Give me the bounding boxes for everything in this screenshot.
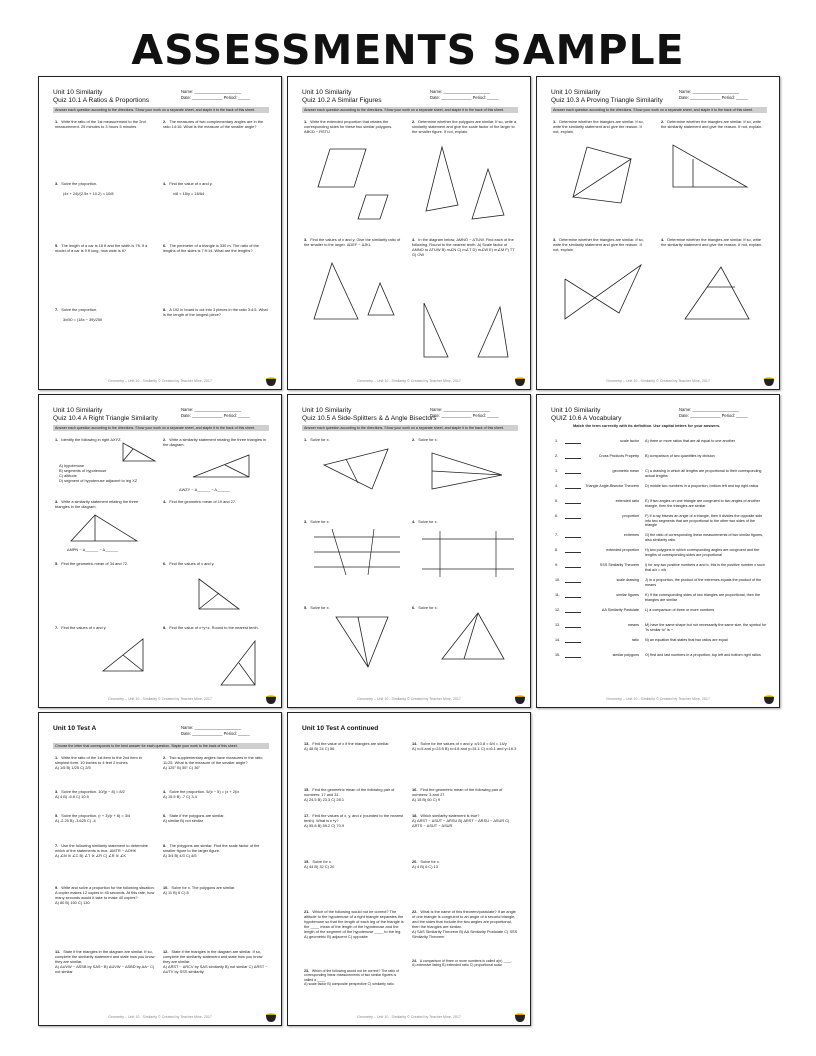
problem: 5. Solve for x. bbox=[304, 605, 330, 610]
vocab-row: 7. extremes G) the ratio of corresponding linear measurements of two similar figures, also similarity ratio bbox=[555, 533, 764, 542]
problem: 1. Write the ratio of the 1st measurement to the 2nd measurement. 25 minutes to 3 hours 5 minutes bbox=[55, 119, 146, 129]
pot-of-gold-icon bbox=[514, 1012, 526, 1022]
vocab-instruction: Match the term correctly with its definition. Use capital letters for your answers. bbox=[573, 423, 721, 428]
sheet-quiz-10-1 bbox=[38, 76, 282, 390]
name-field[interactable]: Name: ____________________ bbox=[181, 407, 242, 412]
problem: 6. State if the polygons are similar. A) similar B) not similar bbox=[163, 813, 225, 823]
problem: 3. Write a similarity statement relating the three triangles in the diagram. bbox=[55, 499, 139, 509]
bowtie-triangles-figure bbox=[561, 139, 651, 209]
problem: 4. Determine whether the triangles are similar. If so, write the similarity statement and give the reason. If not, explain. bbox=[661, 237, 763, 247]
sheet-quiz-title: QUIZ 10.6 A Vocabulary bbox=[551, 415, 622, 422]
problem: 5. The length of a car is 18 ft and the width is 7ft. If a model of a car is 9 ft long, how wide is it? bbox=[55, 243, 148, 253]
sheet-unit: Unit 10 Similarity bbox=[551, 407, 601, 414]
name-field[interactable]: Name: ____________________ bbox=[430, 407, 491, 412]
parallel-lines-figure bbox=[312, 527, 402, 577]
sheet-test-a bbox=[38, 712, 282, 1026]
problem: 4. In the diagram below, ΔMNO ~ ΔTUW. Find each of the following. Round to the nearest tenth. A) Scale factor of ΔMNO to ΔTUW B) m∠N C) m∠T D) m∠W E) m∠M F) TT G) OW bbox=[412, 237, 515, 257]
options-list: A) hypotenuse B) segments of hypotenuse C) altitude D) segment of hypotenuse adjacent to leg XZ bbox=[59, 463, 138, 483]
problem: 1. Solve for x. bbox=[304, 437, 330, 442]
instruction-bar: Answer each question according to the directions. Show your work on a separate sheet, and staple it to the back of this sheet. bbox=[551, 107, 767, 113]
footer: Geometry – Unit 10 - Similarity © Created by Teacher Mine, 2017 bbox=[357, 697, 461, 701]
problem: 3. Solve for x. bbox=[304, 519, 330, 524]
answer-blank[interactable] bbox=[565, 503, 581, 504]
answer-blank[interactable] bbox=[565, 642, 581, 643]
sheet-unit: Unit 10 Similarity bbox=[551, 89, 601, 96]
footer: Geometry – Unit 10 - Similarity © Created by Teacher Mine, 2017 bbox=[108, 379, 212, 383]
problem: 11. State if the triangles in the diagram are similar. If so, complete the similarity statement and state how you know they are similar. A) ΔUVW ~ ΔSSB by SAS~ B) ΔUVW ~ ΔSBD by AA~ C) not similar bbox=[55, 949, 155, 974]
problem: 8. Find the value of x+y+z. Round to the nearest tenth. bbox=[163, 625, 259, 630]
problem: 4. Find the value of x and y. bbox=[163, 181, 213, 186]
problem: 4. Find the geometric mean of 19 and 27. bbox=[163, 499, 237, 504]
problem: 17. Find the values of x, y, and z (rounded to the nearest tenth). What is x+y? A) 55.8 B) 59.2 C) 70.9 bbox=[304, 813, 404, 828]
problem: 22. What is the name of this theorem/postulate? If an angle of one triangle is congruent to an angle of a second triangle, and the sides that include the two angles are proportional, then the triangles are similar. A) SAS Similarity Theorem B) AA Similarity Postulate C) SSS Similarity Theorem bbox=[412, 909, 518, 939]
angle-bisector-figure bbox=[428, 445, 508, 495]
vocab-row: 11. similar figures K) If the corresponding sides of two triangles are proportional, then the triangles are similar bbox=[555, 593, 760, 602]
problem: 6. Find the values of x and y. bbox=[163, 561, 215, 566]
problem: 6. The perimeter of a triangle is 330 m. The ratio of the lengths of the sides is 7:9:14. What are the lengths? bbox=[163, 243, 259, 253]
date-field[interactable]: Date: _____________ Period: _____ bbox=[181, 413, 250, 418]
problem: 19. Solve for x. A) 44 B) 32 C) 20 bbox=[304, 859, 335, 869]
right-triangles-figure bbox=[667, 139, 767, 199]
problem: 5. Find the geometric mean of 34 and 72. bbox=[55, 561, 129, 566]
triangle-bisector-figure bbox=[438, 609, 508, 669]
name-field[interactable]: Name: ____________________ bbox=[430, 89, 491, 94]
right-triangle-xy-figure bbox=[189, 573, 249, 613]
answer-blank[interactable] bbox=[565, 657, 581, 658]
instruction-bar: Answer each question according to the directions. Show your work on a separate sheet, and staple it to the back of this sheet. bbox=[302, 425, 518, 431]
triangle-mno-tuw-figure bbox=[418, 297, 518, 363]
problem bbox=[412, 993, 518, 997]
problem: 7. Solve the proportion. bbox=[55, 307, 98, 312]
problem bbox=[304, 947, 404, 951]
vocab-row: 4. Triangle Angle-Bisector Theorem D) middle two numbers in a proportion, bottom left and top right ratios bbox=[555, 484, 759, 488]
problem: 2. The measures of two complementary angles are in the ratio 14:16. What is the measure of the smaller angle? bbox=[163, 119, 264, 129]
sheet-unit: Unit 10 Similarity bbox=[53, 89, 103, 96]
pot-of-gold-icon bbox=[763, 376, 775, 386]
problem: 8. The polygons are similar. Find the scale factor of the smaller figure to the larger figure. A) 3/4 B) 4/3 C) 4/5 bbox=[163, 843, 260, 858]
triangle-mpn-figure bbox=[65, 511, 145, 545]
vocab-list bbox=[551, 439, 769, 668]
problem: 5. Solve the proportion. (r + 3)/(r + 6) = 3/4 A) -2.25 B) -3.625 C) -4 bbox=[55, 813, 131, 823]
instruction-bar: Choose the letter that corresponds to the best answer for each question. Staple your work to the back of this sheet. bbox=[53, 743, 269, 749]
date-field[interactable]: Date: _____________ Period: _____ bbox=[181, 95, 250, 100]
sheet-test-a-continued bbox=[287, 712, 531, 1026]
sheet-unit: Unit 10 Similarity bbox=[53, 407, 103, 414]
footer: Geometry – Unit 10 - Similarity © Created by Teacher Mine, 2017 bbox=[108, 1015, 212, 1019]
answer-blank[interactable] bbox=[565, 537, 581, 538]
problem: 1. Identify the following in right ΔXYZ. bbox=[55, 437, 122, 442]
problem: 7. Use the following similarity statement to determine which of the statements is true. ΔMTR ~ ΔOHK A) ∠M ≅ ∠C B) ∠T ≅ ∠R C) ∠R ≅ ∠K bbox=[55, 843, 148, 858]
problem: 15. Find the geometric mean of the following pair of numbers: 17 and 31. A) 24.5 B) 23.3 C) 28.1 bbox=[304, 787, 395, 802]
sheet-unit: Unit 10 Test A continued bbox=[302, 725, 379, 732]
equation: 3x/50 = (18x − 39)/250 bbox=[63, 317, 103, 322]
instruction-bar: Answer each question according to the directions. Show your work on a separate sheet, and staple it to the back of this sheet. bbox=[53, 107, 269, 113]
side-splitter-figure bbox=[318, 443, 398, 493]
name-field[interactable]: Name: ____________________ bbox=[181, 725, 242, 730]
sheet-quiz-10-2 bbox=[287, 76, 531, 390]
answer-blank[interactable] bbox=[565, 567, 581, 568]
answer-blank[interactable] bbox=[565, 582, 581, 583]
problem: 14. Solve for the values of x and y. x/10.8 = 6/4 = 14/y A) x=5 and y=23.5 B) x=4.8 and y=31.1 C) x=6.1 and y=16.3 bbox=[412, 741, 517, 751]
vocab-row: 5. extended ratio E) If two angles on one triangle are congruent to two angles of another triangle, then the triangles are similar bbox=[555, 499, 761, 508]
problem: 2. Two supplementary angles have measures in the ratio 11:25. What is the measure of the smaller angle? A) 125° B) 55° C) 36° bbox=[163, 755, 263, 770]
sheet-quiz-10-4 bbox=[38, 394, 282, 708]
vocab-row: 14. ratio N) an equation that states that two ratios are equal bbox=[555, 638, 728, 642]
sheet-quiz-title: Quiz 10.4 A Right Triangle Similarity bbox=[53, 415, 158, 422]
problem: 3. Solve the proportion. 10/(p − 8) = 8/2 A) 4 B) -6.8 C) 10.5 bbox=[55, 789, 125, 799]
similarity-statement: ΔMPN ~ Δ______ ~ Δ______ bbox=[67, 547, 119, 552]
name-field[interactable]: Name: ____________________ bbox=[679, 89, 740, 94]
vocab-row: 15. similar polygons O) first and last numbers in a proportion, top left and bottom right ratios bbox=[555, 653, 761, 657]
pot-of-gold-icon bbox=[265, 694, 277, 704]
similar-triangles-figure bbox=[418, 139, 518, 229]
sheet-unit: Unit 10 Similarity bbox=[302, 407, 352, 414]
vocab-row: 1. scale factor A) three or more ratios that are all equal to one another bbox=[555, 439, 735, 443]
answer-blank[interactable] bbox=[565, 552, 581, 553]
similarity-statement: ΔWZY ~ Δ______ ~ Δ______ bbox=[179, 487, 230, 492]
vocab-row: 2. Cross Products Property B) comparison of two quantities by division bbox=[555, 454, 715, 458]
answer-blank[interactable] bbox=[565, 443, 581, 444]
sheet-unit: Unit 10 Similarity bbox=[302, 89, 352, 96]
sheet-quiz-title: Quiz 10.2 A Similar Figures bbox=[302, 97, 382, 104]
transversals-figure bbox=[420, 529, 516, 579]
vocab-row: 10. scale drawing J) in a proportion, the product of the extremes equals the product of the means bbox=[555, 578, 762, 587]
answer-blank[interactable] bbox=[565, 458, 581, 459]
date-field[interactable]: Date: _____________ Period: _____ bbox=[430, 95, 499, 100]
vocab-row: 8. extended proportion H) two polygons in which corresponding angles are congruent and the lengths of corresponding sides are proportional bbox=[555, 548, 760, 557]
problem: 23. Which of the following would not be correct? The ratio of corresponding linear measurements of two similar figures is called a ____. A) scale factor B) composite perspective C) similarity ratio bbox=[304, 969, 399, 986]
problem: 9. Write and solve a proportion for the following situation. A copier makes 12 copies in 45 seconds. At this rate, how many seconds would it take to make 40 copies? A) 80 B) 150 C) 130 bbox=[55, 885, 155, 905]
equation: (4x + 24)/(2.5x + 10.2) = 10/8 bbox=[63, 191, 114, 196]
problem: 3. Solve the proportion. bbox=[55, 181, 98, 186]
problem: 7. Find the values of x and y. bbox=[55, 625, 107, 630]
crossed-triangles-figure bbox=[559, 259, 659, 329]
footer: Geometry – Unit 10 - Similarity © Created by Teacher Mine, 2017 bbox=[606, 697, 710, 701]
date-field[interactable]: Date: _____________ Period: _____ bbox=[679, 413, 748, 418]
problem: 3. Find the values of x and y. Give the similarity ratio of the smaller to the larger. ΔDEF ~ ΔJKL bbox=[304, 237, 401, 247]
similar-polygons-figure bbox=[314, 139, 404, 229]
sheet-quiz-title: Quiz 10.1 A Ratios & Proportions bbox=[53, 97, 150, 104]
answer-blank[interactable] bbox=[565, 518, 581, 519]
instruction-bar: Answer each question according to the directions. Show your work on a separate sheet, and staple it to the back of this sheet. bbox=[302, 107, 518, 113]
footer: Geometry – Unit 10 - Similarity © Created by Teacher Mine, 2017 bbox=[606, 379, 710, 383]
page-title: ASSESSMENTS SAMPLE bbox=[131, 26, 685, 74]
name-field[interactable]: Name: ____________________ bbox=[679, 407, 740, 412]
sheet-quiz-title: Quiz 10.3 A Proving Triangle Similarity bbox=[551, 97, 663, 104]
sheet-unit: Unit 10 Test A bbox=[53, 725, 97, 732]
instruction-bar: Answer each question according to the directions. Show your work on a separate sheet, and staple it to the back of this sheet. bbox=[53, 425, 269, 431]
problem: 2. Determine whether the triangles are similar. If so, write the similarity statement and give the reason. If not, explain. bbox=[661, 119, 763, 129]
triangle-wzy-figure bbox=[189, 451, 259, 481]
footer: Geometry – Unit 10 - Similarity © Created by Teacher Mine, 2017 bbox=[357, 1015, 461, 1019]
footer: Geometry – Unit 10 - Similarity © Created by Teacher Mine, 2017 bbox=[357, 379, 461, 383]
sheet-quiz-10-5 bbox=[287, 394, 531, 708]
problem: 1. Write the ratio of the 1st item to the 2nd item in simplest form. 10 inches to 4 feet 2 inches A) 1/5 B) 1/25 C) 2/5 bbox=[55, 755, 142, 770]
date-field[interactable]: Date: _____________ Period: _____ bbox=[679, 95, 748, 100]
sheet-quiz-10-3 bbox=[536, 76, 780, 390]
equation: x/8 = 15/y = 16/64 bbox=[173, 191, 205, 196]
bisected-triangle-figure bbox=[332, 611, 392, 671]
problem: 4. Solve for x. bbox=[412, 519, 438, 524]
problem: 10. Solve for x. The polygons are similar. A) 11 B) 6 C) 8 bbox=[163, 885, 236, 895]
date-field[interactable]: Date: _____________ Period: _____ bbox=[181, 731, 250, 736]
nested-triangles-figure bbox=[677, 263, 757, 323]
triangle-def-jkl-figure bbox=[310, 257, 400, 327]
right-triangle-xy2-figure bbox=[99, 635, 149, 675]
problem: 16. Find the geometric mean of the following pair of numbers: 3 and 27. A) 15 B) 60 C) 9 bbox=[412, 787, 503, 802]
pot-of-gold-icon bbox=[514, 694, 526, 704]
problem: 2. Determine whether the polygons are similar. If so, write a similarity statement and give the scale factor of the larger to the smaller figure. If not, explain. bbox=[412, 119, 517, 134]
vocab-row: 9. SSS Similarity Theorem I) for any two positive numbers a and b, this is the positive number x such that a/x = x/b bbox=[555, 563, 765, 572]
problem: 1. Determine whether the triangles are similar. If so, write the similarity statement and give the reason. If not, explain. bbox=[553, 119, 644, 134]
pot-of-gold-icon bbox=[265, 376, 277, 386]
problem: 20. Solve for x. A) 4 B) 6 C) 13 bbox=[412, 859, 440, 869]
answer-blank[interactable] bbox=[565, 473, 581, 474]
problem: 18. Which similarity statement is true? A) ΔRST ~ ΔSUT ~ ΔRSU B) ΔRST ~ ΔRSU ~ ΔSUR C) ΔRTS ~ ΔSUT ~ ΔSUR bbox=[412, 813, 510, 828]
problem: 1. Write the extended proportion that relates the corresponding sides for these two similar polygons. ABCD ~ RSTU bbox=[304, 119, 393, 134]
answer-blank[interactable] bbox=[565, 612, 581, 613]
answer-blank[interactable] bbox=[565, 627, 581, 628]
problem: 2. Solve for x. bbox=[412, 437, 438, 442]
vocab-row: 12. AA Similarity Postulate L) a comparison of three or more numbers bbox=[555, 608, 715, 612]
sheet-quiz-title: Quiz 10.5 A Side-Splitters & Δ Angle Bisectors bbox=[302, 415, 437, 422]
name-field[interactable]: Name: ____________________ bbox=[181, 89, 242, 94]
problem: 2. Write a similarity statement relating the three triangles in the diagram. bbox=[163, 437, 267, 447]
problem: 21. Which of the following would not be correct? The altitude to the hypotenuse of a right triangle separates the hypotenuse so that the length of each leg of the triangle is the ____ mean of the length of the hypotenuse and the length of the segment of the hypotenuse ____ to the leg. A) geometric B) adjacent C) opposite bbox=[304, 909, 404, 939]
problem: 8. A 192 in board is cut into 3 pieces in the ratio 3:4:5. What is the length of the longest piece? bbox=[163, 307, 268, 317]
problem: 6. Solve for x. bbox=[412, 605, 438, 610]
problem: 4. Solve the proportion. 5/(x − 5) = (x + 2)/x A) 15.5 B) -7 C) 3.4 bbox=[163, 789, 240, 799]
vocab-row: 3. geometric mean C) a drawing in which all lengths are proportional to their corresponding actual lengths bbox=[555, 469, 762, 478]
problem: 12. State if the triangles in the diagram are similar. If so, complete the similarity statement and state how you know they are similar. A) ΔRST ~ ΔRCV by SAS similarity B) not similar C) ΔRST ~ ΔUTV by SSS similarity bbox=[163, 949, 268, 974]
pot-of-gold-icon bbox=[265, 1012, 277, 1022]
date-field[interactable]: Date: _____________ Period: _____ bbox=[430, 413, 499, 418]
pot-of-gold-icon bbox=[763, 694, 775, 704]
vocab-row: 13. means M) have the same shape but not necessarily the same size, the symbol for "is similar to" is ~ bbox=[555, 623, 767, 632]
pot-of-gold-icon bbox=[514, 376, 526, 386]
answer-blank[interactable] bbox=[565, 488, 581, 489]
right-triangle-xyz-figure bbox=[119, 439, 159, 465]
sheet-quiz-10-6 bbox=[536, 394, 780, 708]
problem: 24. A comparison of three or more numbers is called a(n) ____. A) extensive listing B) extended ratio C) proportional scale bbox=[412, 959, 513, 968]
footer: Geometry – Unit 10 - Similarity © Created by Teacher Mine, 2017 bbox=[108, 697, 212, 701]
problem: 3. Determine whether the triangles are similar. If so, write the similarity statement and give the reason. If not, explain. bbox=[553, 237, 644, 252]
right-triangle-xyz2-figure bbox=[215, 637, 265, 689]
vocab-row: 6. proportion F) If a ray bisects an angle of a triangle, then it divides the opposite side into two segments that are proportional to the other two sides of the triangle bbox=[555, 514, 763, 528]
problem: 13. Find the value of x if the triangles are similar. A) 48 B) 24 C) 56 bbox=[304, 741, 390, 751]
answer-blank[interactable] bbox=[565, 597, 581, 598]
